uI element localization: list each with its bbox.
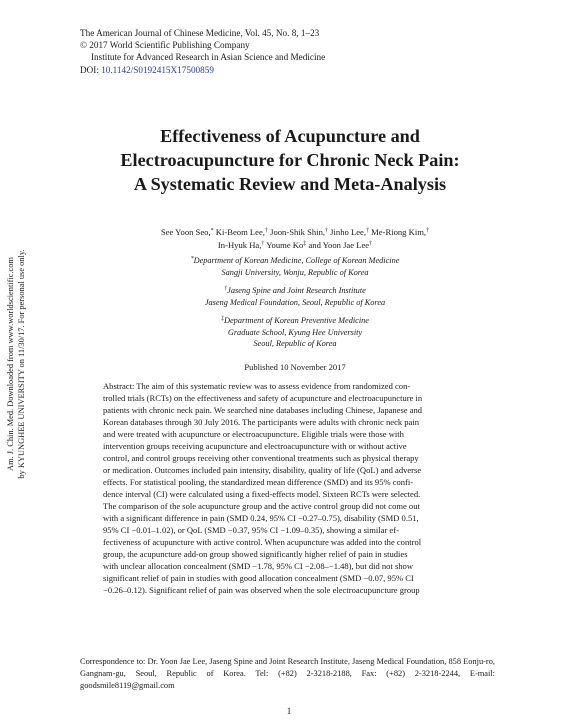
abstract-line: intervention groups receiving acupuncture and electroacupuncture with or without active [103,441,407,451]
affiliation-line: Jaseng Medical Foundation, Seoul, Republic of Korea [204,297,386,307]
affiliation-3 [90,315,500,350]
title-line-3: A Systematic Review and Meta-Analysis [133,174,447,194]
journal-copyright: © 2017 World Scientific Publishing Company [80,40,250,51]
affiliation-1 [90,255,500,278]
author-mark: † [264,228,268,234]
abstract-line: fectiveness of acupuncture with active control. When acupuncture was added into the control [103,537,422,547]
author-list [90,226,500,252]
abstract-line: significant relief of pain in studies with good allocation concealment (SMD −0.07, 95% CI [103,573,414,583]
title-line-1: Effectiveness of Acupuncture and [160,126,420,146]
author-name: and Yoon Jae Lee [308,240,370,250]
download-notice-line-2: by KYUNGHEE UNIVERSITY on 11/30/17. For personal use only. [17,249,26,479]
author-name: Joon-Shik Shin, [270,227,326,237]
page-number: 1 [286,706,292,716]
abstract-line: effects. For statistical pooling, the standardized mean difference (SMD) and its 95% confi- [103,477,414,487]
title-line-2: Electroacupuncture for Chronic Neck Pain: [120,150,460,170]
download-notice-margin [0,0,32,726]
author-mark: † [261,241,265,247]
journal-citation: The American Journal of Chinese Medicine, Vol. 45, No. 8, 1–23 [80,28,320,38]
journal-institute: Institute for Advanced Research in Asian Science and Medicine [91,52,326,63]
abstract-line: control, and control groups receiving other conventional treatments such as physical therapy [103,453,419,463]
author-mark: † [325,228,329,234]
author-name: See Yoon Seo, [160,227,211,237]
abstract-line: Korean databases through 30 July 2016. The participants were adults with chronic neck pain [103,417,419,427]
published-date: Published 10 November 2017 [244,362,346,372]
abstract-line: 95% CI −0.01–1.02), or QoL (SMD −0.37, 95% CI −1.09–0.35), showing a similar ef- [103,525,399,535]
author-mark: † [426,228,430,234]
abstract-line: dence interval (CI) were calculated using a fixed-effects model. Sixteen RCTs were selected. [103,489,421,499]
author-name: Jinho Lee, [330,227,366,237]
author-name: Youme Ko [266,240,304,250]
doi-label: DOI: [80,64,99,75]
abstract-line: trolled trials (RCTs) on the effectiveness and safety of acupuncture and electroacupuncture in [103,393,423,403]
correspondence-note: Correspondence to: Dr. Yoon Jae Lee, Jaseng Spine and Joint Research Institute, Jaseng Medical Foundation, 858 Eonju-ro, Gangnam-gu, Seoul, Republic of Korea. Tel: (+82) 2-3218-2188, Fax: (+82) 2-3218-2244, E-mail: goodsmile8119@gmail.com [80,657,495,691]
affiliation-line: Sangji University, Wonju, Republic of Korea [221,267,369,277]
affiliation-2 [90,285,500,308]
author-name: In-Hyuk Ha, [217,240,262,250]
abstract-line: patients with chronic neck pain. We searched nine databases including Chinese, Japanese and [103,405,423,415]
author-line-1 [90,226,500,239]
download-notice-line-1: Am. J. Chin. Med. Downloaded from www.worldscientific.com [6,257,15,471]
abstract-line: group, the acupuncture add-on group showed significantly higher relief of pain in studies [103,549,408,559]
affiliation-mark: † [224,286,228,292]
affiliation-line: Seoul, Republic of Korea [253,339,337,348]
author-name: Ki-Beom Lee, [215,227,265,237]
affiliation-mark: ‡ [221,316,224,322]
author-mark: † [369,241,373,247]
affiliation-line: Department of Korean Medicine, College of Korean Medicine [193,256,400,265]
author-name: Me-Riong Kim, [371,227,427,237]
author-line-2 [90,239,500,252]
doi-link[interactable]: 10.1142/S0192415X17500859 [101,64,214,75]
affiliation-line: Jaseng Spine and Joint Research Institute [227,286,366,295]
author-mark: † [365,228,369,234]
abstract-line: −0.26–0.12). Significant relief of pain was observed when the sole electroacupuncture group [103,585,420,595]
author-mark: * [210,228,214,234]
abstract-line: and were treated with acupuncture or electroacupuncture. Eligible trials were those with [103,429,404,439]
affiliation-line: Department of Korean Preventive Medicine [224,316,369,325]
affiliation-line: Graduate School, Kyung Hee University [227,327,363,337]
journal-header [80,27,325,76]
abstract-line: Abstract: The aim of this systematic review was to assess evidence from randomized con- [103,381,411,391]
abstract-line: with a significant difference in pain (SMD 0.24, 95% CI −0.27–0.75), disability (SMD 0.51, [103,513,419,523]
paper-title [40,124,540,196]
abstract-line: with unclear allocation concealment (SMD −1.78, 95% CI −2.08–−1.48), but did not show [103,561,413,571]
doi-line [80,64,325,76]
download-notice [5,249,27,478]
author-mark: ‡ [303,241,307,247]
abstract-line: or medication. Outcomes included pain intensity, disability, quality of life (QoL) and adverse [103,465,422,475]
affiliation-mark: * [190,256,194,262]
abstract-line: The comparison of the sole acupuncture group and the active control group did not come out [103,501,420,511]
abstract [103,380,479,596]
